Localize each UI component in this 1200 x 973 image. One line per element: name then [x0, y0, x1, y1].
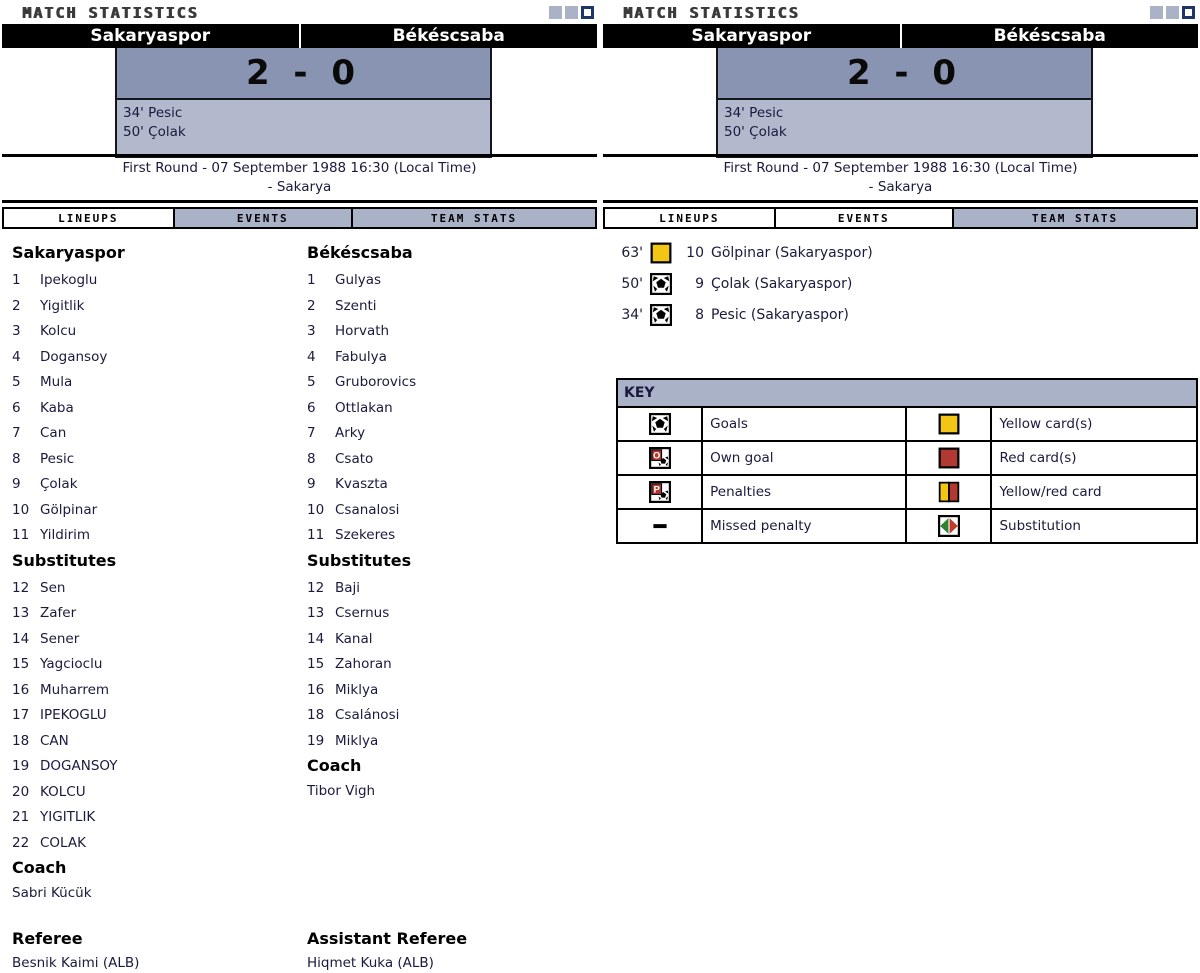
- player-number: 10: [12, 501, 30, 518]
- player-number: 21: [12, 809, 30, 825]
- key-label: Goals: [702, 407, 906, 441]
- score-area: [603, 48, 1198, 154]
- home-subs-list: [12, 576, 307, 857]
- player-number: 6: [307, 399, 316, 416]
- goalscorers: [117, 100, 490, 156]
- player-name: Csalánosi: [335, 707, 400, 723]
- event-row: [615, 304, 1198, 326]
- goalscorer-line: 34' Pesic: [123, 105, 183, 121]
- event-row: [615, 273, 1198, 295]
- player-name: Kvaszta: [335, 476, 388, 492]
- player-number: 9: [12, 476, 21, 492]
- lineup-row: [12, 703, 307, 729]
- player-name: Kolcu: [40, 323, 77, 339]
- player-name: Ipekoglu: [40, 272, 98, 288]
- score-box: [716, 48, 1093, 158]
- match-info: [2, 157, 597, 200]
- player-number: 6: [12, 399, 21, 416]
- player-number: 13: [307, 605, 325, 621]
- player-number: 7: [12, 425, 21, 441]
- away-players-list: [307, 268, 592, 549]
- key-row: [617, 407, 1197, 441]
- lineup-row: [12, 652, 307, 678]
- lineup-row: [12, 805, 307, 831]
- lineup-row: [12, 319, 307, 345]
- player-number: 18: [12, 732, 30, 749]
- player-number: 19: [307, 732, 325, 749]
- player-name: Csato: [335, 450, 374, 467]
- player-name: Yigitlik: [40, 297, 85, 314]
- penalty-icon: [649, 481, 671, 503]
- tab-team-stats[interactable]: TEAM STATS: [954, 207, 1198, 229]
- events-list: [615, 242, 1198, 326]
- tab-events[interactable]: EVENTS: [175, 207, 354, 229]
- panel-events: [603, 0, 1198, 973]
- yellow-red-card-icon: [938, 481, 960, 503]
- missed-penalty-icon: [649, 515, 671, 537]
- events-content: [603, 229, 1198, 544]
- key-row: [617, 509, 1197, 543]
- player-name: Csanalosi: [335, 501, 400, 518]
- lineups-content: [2, 229, 597, 973]
- goalscorers: [718, 100, 1091, 156]
- player-name: Arky: [335, 425, 366, 441]
- player-name: KOLCU: [40, 783, 86, 800]
- lineup-row: [12, 396, 307, 422]
- player-name: Muharrem: [40, 681, 110, 698]
- assistant-referee-name: Hiqmet Kuka (ALB): [307, 955, 434, 971]
- player-number: 1: [12, 272, 21, 288]
- player-number: 19: [12, 758, 30, 774]
- player-name: Miklya: [335, 681, 379, 698]
- tab-bar: [2, 207, 597, 229]
- key-label: Missed penalty: [702, 509, 906, 543]
- score-value: 2 - 0: [117, 48, 490, 100]
- divider: [603, 200, 1198, 203]
- player-number: 18: [307, 707, 325, 723]
- home-team-name: Sakaryaspor: [603, 24, 902, 48]
- player-number: 12: [12, 579, 30, 596]
- lineup-row: [307, 601, 592, 627]
- lineup-row: [307, 396, 592, 422]
- lineup-row: [12, 294, 307, 320]
- lineup-row: [307, 652, 592, 678]
- score-box: [115, 48, 492, 158]
- lineup-row: [307, 498, 592, 524]
- lineup-row: [12, 729, 307, 755]
- tab-events[interactable]: EVENTS: [776, 207, 955, 229]
- lineup-row: [307, 421, 592, 447]
- player-number: 14: [307, 630, 325, 647]
- lineup-row: [307, 523, 592, 549]
- player-number: 3: [12, 323, 21, 339]
- goalscorer-line: 34' Pesic: [724, 105, 784, 121]
- player-number: 8: [307, 450, 316, 467]
- lineup-row: [307, 729, 592, 755]
- key-label: Red card(s): [991, 441, 1197, 475]
- player-number: 12: [307, 579, 325, 596]
- key-label: Own goal: [702, 441, 906, 475]
- player-name: Szenti: [335, 297, 377, 314]
- key-label: Yellow/red card: [991, 475, 1197, 509]
- tab-lineups[interactable]: LINEUPS: [603, 207, 776, 229]
- assistant-referee-block: [307, 927, 592, 973]
- away-subs-list: [307, 576, 592, 755]
- title-bar: [603, 0, 1198, 24]
- red-card-icon: [938, 447, 960, 469]
- home-lineup-team: Sakaryaspor: [12, 243, 125, 262]
- lineup-row: [307, 345, 592, 371]
- player-number: 11: [12, 527, 30, 543]
- home-coach-heading: Coach: [12, 858, 67, 877]
- lineup-row: [12, 754, 307, 780]
- window-squares: [1150, 6, 1195, 19]
- player-number: 15: [12, 656, 30, 672]
- player-name: DOGANSOY: [40, 758, 118, 774]
- event-player-name: Gölpinar (Sakaryaspor): [711, 245, 873, 261]
- panel-lineups: [2, 0, 597, 973]
- player-name: Horvath: [335, 323, 390, 339]
- player-name: YIGITLIK: [40, 809, 96, 825]
- away-lineup-column: [307, 241, 592, 903]
- player-number: 4: [307, 348, 316, 365]
- player-name: Szekeres: [335, 527, 396, 543]
- player-number: 14: [12, 630, 30, 647]
- player-name: Gruborovics: [335, 374, 417, 390]
- player-name: IPEKOGLU: [40, 707, 107, 723]
- square-icon: [565, 6, 578, 19]
- lineup-row: [307, 627, 592, 653]
- player-name: Gölpinar: [40, 501, 98, 518]
- away-coach-heading: Coach: [307, 756, 362, 775]
- tab-lineups[interactable]: LINEUPS: [2, 207, 175, 229]
- player-number: 1: [307, 272, 316, 288]
- player-number: 5: [307, 374, 316, 390]
- player-name: COLAK: [40, 834, 86, 851]
- away-lineup-team: Békéscsaba: [307, 243, 413, 262]
- goalscorer-line: 50' Çolak: [724, 124, 787, 140]
- player-number: 16: [12, 681, 30, 698]
- player-name: Ottlakan: [335, 399, 393, 416]
- key-label: Yellow card(s): [991, 407, 1197, 441]
- player-number: 11: [307, 527, 325, 543]
- event-player-number: 10: [686, 245, 704, 261]
- square-outline-icon: [581, 6, 594, 19]
- square-icon: [1150, 6, 1163, 19]
- away-substitutes-heading: Substitutes: [307, 550, 412, 570]
- player-number: 20: [12, 783, 30, 800]
- referee-block: [12, 927, 307, 973]
- assistant-referee-heading: Assistant Referee: [307, 929, 468, 948]
- svg-text:O: O: [652, 450, 660, 461]
- lineup-row: [12, 498, 307, 524]
- square-icon: [1166, 6, 1179, 19]
- yellow-card-icon: [938, 413, 960, 435]
- player-number: 10: [307, 501, 325, 518]
- lineup-row: [307, 319, 592, 345]
- referee-name: Besnik Kaimi (ALB): [12, 955, 140, 971]
- player-number: 8: [12, 450, 21, 467]
- player-number: 9: [307, 476, 316, 492]
- home-players-list: [12, 268, 307, 549]
- tab-team-stats[interactable]: TEAM STATS: [353, 207, 597, 229]
- player-number: 17: [12, 707, 30, 723]
- match-info: [603, 157, 1198, 200]
- home-coach-name: Sabri Kücük: [12, 885, 92, 901]
- square-icon: [549, 6, 562, 19]
- goalscorer-line: 50' Çolak: [123, 124, 186, 140]
- goal-icon: [650, 273, 672, 295]
- player-name: Kaba: [40, 399, 74, 416]
- key-label: Penalties: [702, 475, 906, 509]
- player-number: 7: [307, 425, 316, 441]
- page-title: MATCH STATISTICS: [22, 3, 199, 22]
- round-date-line: First Round - 07 September 1988 16:30 (Local Time): [723, 160, 1078, 176]
- event-minute: 63': [621, 245, 643, 261]
- event-player-name: Pesic (Sakaryaspor): [711, 307, 849, 323]
- player-name: Sen: [40, 579, 66, 596]
- player-name: Fabulya: [335, 348, 387, 365]
- lineup-row: [307, 370, 592, 396]
- player-name: CAN: [40, 732, 69, 749]
- player-name: Baji: [335, 579, 361, 596]
- lineup-row: [12, 421, 307, 447]
- lineup-row: [12, 523, 307, 549]
- player-name: Sener: [40, 630, 80, 647]
- player-name: Dogansoy: [40, 348, 108, 365]
- lineup-row: [12, 780, 307, 806]
- player-name: Yagcioclu: [40, 656, 103, 672]
- player-number: 4: [12, 348, 21, 365]
- player-name: Kanal: [335, 630, 373, 647]
- lineup-row: [12, 576, 307, 602]
- goal-icon: [650, 304, 672, 326]
- key-heading: KEY: [617, 379, 1197, 407]
- away-team-name: Békéscsaba: [993, 26, 1106, 46]
- svg-text:P: P: [653, 484, 660, 495]
- away-team-name: Békéscsaba: [392, 26, 505, 46]
- player-number: 3: [307, 323, 316, 339]
- player-name: Miklya: [335, 732, 379, 749]
- event-row: [615, 242, 1198, 264]
- event-player-number: 9: [695, 276, 704, 292]
- player-number: 15: [307, 656, 325, 672]
- lineup-row: [307, 447, 592, 473]
- player-number: 5: [12, 374, 21, 390]
- player-name: Mula: [40, 374, 73, 390]
- key-row: [617, 475, 1197, 509]
- player-name: Pesic: [40, 450, 75, 467]
- officials-section: [12, 927, 597, 973]
- venue-line: - Sakarya: [868, 179, 933, 195]
- event-minute: 50': [621, 276, 643, 292]
- player-number: 22: [12, 834, 30, 851]
- lineup-row: [12, 678, 307, 704]
- lineup-row: [12, 601, 307, 627]
- square-outline-icon: [1182, 6, 1195, 19]
- lineup-row: [12, 627, 307, 653]
- lineup-row: [307, 576, 592, 602]
- lineup-row: [307, 268, 592, 294]
- player-number: 2: [307, 297, 316, 314]
- home-substitutes-heading: Substitutes: [12, 550, 117, 570]
- window-squares: [549, 6, 594, 19]
- score-area: [2, 48, 597, 154]
- away-coach-name: Tibor Vigh: [307, 783, 376, 799]
- event-player-number: 8: [695, 307, 704, 323]
- player-name: Zahoran: [335, 656, 392, 672]
- own-goal-icon: [649, 447, 671, 469]
- yellow-card-icon: [650, 242, 672, 264]
- home-lineup-column: [12, 241, 307, 903]
- venue-line: - Sakarya: [267, 179, 332, 195]
- lineup-row: [12, 370, 307, 396]
- lineup-row: [307, 472, 592, 498]
- title-bar: [2, 0, 597, 24]
- page-title: MATCH STATISTICS: [623, 3, 800, 22]
- lineup-row: [12, 268, 307, 294]
- divider: [2, 200, 597, 203]
- player-name: Zafer: [40, 605, 77, 621]
- player-number: 2: [12, 297, 21, 314]
- referee-heading: Referee: [12, 929, 83, 948]
- event-minute: 34': [621, 307, 643, 323]
- lineup-row: [12, 831, 307, 857]
- lineup-row: [12, 447, 307, 473]
- team-header-bar: [603, 24, 1198, 48]
- lineup-row: [307, 294, 592, 320]
- player-number: 16: [307, 681, 325, 698]
- player-name: Çolak: [40, 476, 78, 492]
- substitution-icon: [938, 515, 960, 537]
- lineup-row: [307, 678, 592, 704]
- player-name: Yildirim: [40, 527, 91, 543]
- lineup-row: [12, 472, 307, 498]
- event-player-name: Çolak (Sakaryaspor): [711, 276, 853, 292]
- player-name: Csernus: [335, 605, 390, 621]
- player-name: Gulyas: [335, 272, 382, 288]
- team-header-bar: [2, 24, 597, 48]
- goal-icon: [649, 413, 671, 435]
- score-value: 2 - 0: [718, 48, 1091, 100]
- player-number: 13: [12, 605, 30, 621]
- key-label: Substitution: [991, 509, 1197, 543]
- lineup-row: [307, 703, 592, 729]
- key-row: [617, 441, 1197, 475]
- tab-bar: [603, 207, 1198, 229]
- lineup-row: [12, 345, 307, 371]
- key-table: [616, 378, 1198, 544]
- round-date-line: First Round - 07 September 1988 16:30 (Local Time): [122, 160, 477, 176]
- home-team-name: Sakaryaspor: [2, 24, 301, 48]
- player-name: Can: [40, 425, 67, 441]
